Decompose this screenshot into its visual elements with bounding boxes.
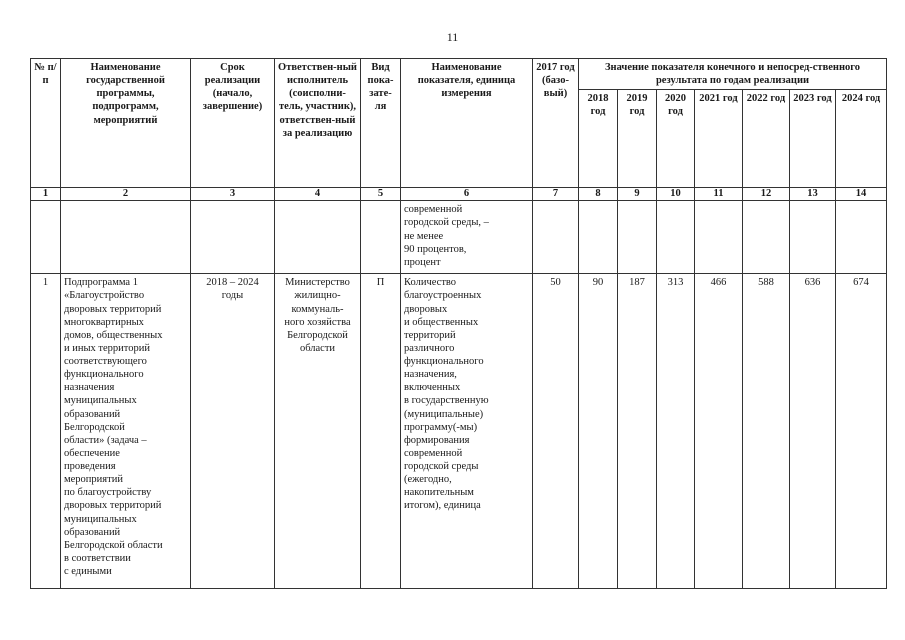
value-2024: 674 (836, 274, 887, 589)
header-year-2023: 2023 год (790, 90, 836, 188)
header-program: Наименование государственной программы, подпрограмм, мероприятий (61, 59, 191, 188)
indicator-table (30, 58, 887, 589)
column-number: 8 (579, 188, 618, 201)
header-base-year: 2017 год (базо-вый) (533, 59, 579, 188)
column-number: 13 (790, 188, 836, 201)
value-2021: 466 (695, 274, 743, 589)
continuation-row (31, 201, 887, 274)
column-number: 5 (361, 188, 401, 201)
column-number: 2 (61, 188, 191, 201)
row-num: 1 (31, 274, 61, 589)
header-year-2024: 2024 год (836, 90, 887, 188)
header-num: № п/п (31, 59, 61, 188)
column-number: 1 (31, 188, 61, 201)
header-year-2020: 2020 год (657, 90, 695, 188)
period: 2018 – 2024 годы (191, 274, 275, 589)
value-2018: 90 (579, 274, 618, 589)
responsible: Министерство жилищно- коммуналь- ного хозяйства Белгородской области (275, 274, 361, 589)
header-responsible: Ответствен-ный исполнитель (соисполни-тель, участник), ответствен-ный за реализацию (275, 59, 361, 188)
column-number: 3 (191, 188, 275, 201)
header-year-2021: 2021 год (695, 90, 743, 188)
column-number: 12 (743, 188, 790, 201)
column-number: 6 (401, 188, 533, 201)
header-year-2019: 2019 год (618, 90, 657, 188)
program-name: Подпрограмма 1 «Благоустройство дворовых территорий многоквартирных домов, общественных и иных территорий соответствующего функционального назначения муниципальных образований Белгородской области» (задача – обеспечение проведения мероприятий по благоустройству дворовых территорий муниципальных образований Белгородской области в соответствии с едиными (61, 274, 191, 589)
header-type: Вид пока-зате-ля (361, 59, 401, 188)
column-number: 11 (695, 188, 743, 201)
value-2020: 313 (657, 274, 695, 589)
column-number: 4 (275, 188, 361, 201)
column-number: 9 (618, 188, 657, 201)
continuation-indicator: современной городской среды, – не менее 90 процентов, процент (401, 201, 533, 274)
header-year-2022: 2022 год (743, 90, 790, 188)
value-2023: 636 (790, 274, 836, 589)
value-2022: 588 (743, 274, 790, 589)
column-number: 10 (657, 188, 695, 201)
header-indicator: Наименование показателя, единица измерения (401, 59, 533, 188)
header-values-group: Значение показателя конечного и непосред-ственного результата по годам реализации (579, 59, 887, 90)
column-number: 7 (533, 188, 579, 201)
indicator-name: Количество благоустроенных дворовых и общественных территорий различного функционального назначения, включенных в государственную (муниципальные) программу(-мы) формирования современной городской среды (ежегодно, накопительным итогом), единица (401, 274, 533, 589)
base-value: 50 (533, 274, 579, 589)
column-number-row (31, 188, 887, 201)
value-2019: 187 (618, 274, 657, 589)
header-year-2018: 2018 год (579, 90, 618, 188)
header-period: Срок реализации (начало, завершение) (191, 59, 275, 188)
page-number: 11 (446, 30, 459, 44)
table-row (31, 274, 887, 589)
column-number: 14 (836, 188, 887, 201)
indicator-type: П (361, 274, 401, 589)
